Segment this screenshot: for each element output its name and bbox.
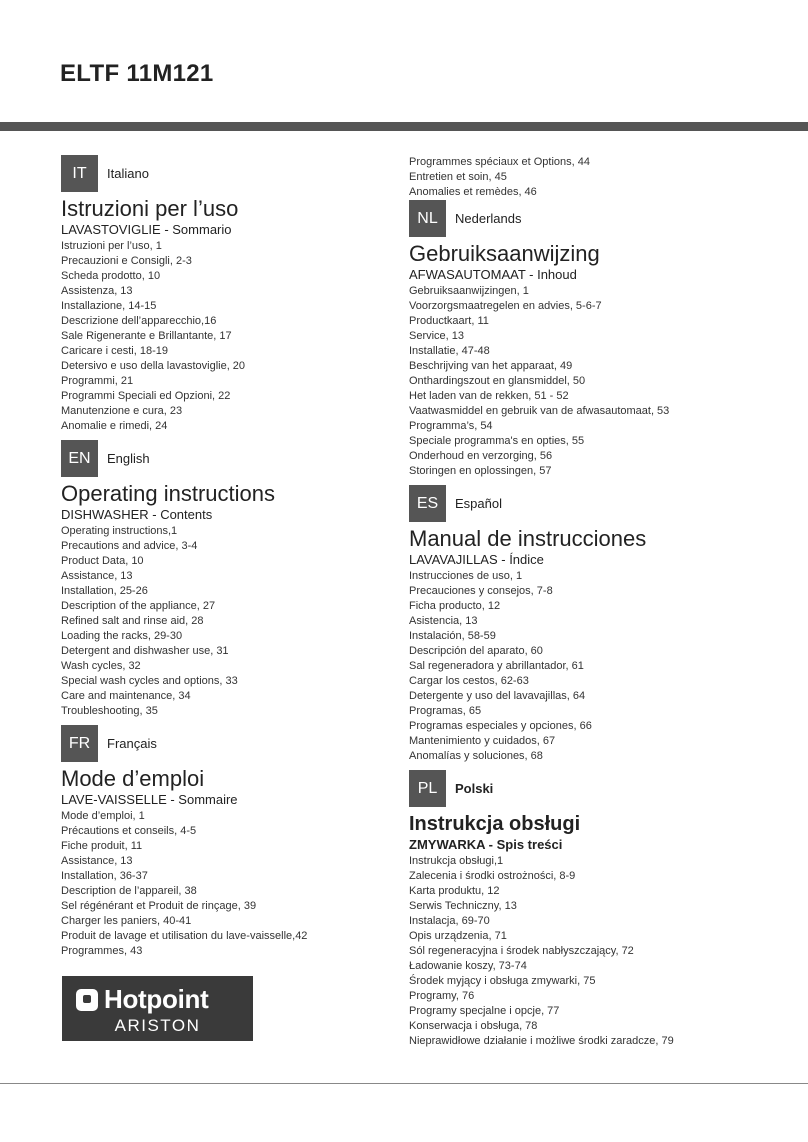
contents-item: Description of the appliance, 27 xyxy=(61,600,216,612)
contents-item: Assistance, 13 xyxy=(61,855,133,867)
contents-item: Serwis Techniczny, 13 xyxy=(409,900,517,912)
section-nl xyxy=(409,200,769,479)
section-es xyxy=(409,485,769,764)
language-header xyxy=(409,200,769,237)
language-name: Polski xyxy=(455,781,494,796)
contents-list xyxy=(61,809,391,959)
language-header xyxy=(409,770,769,807)
contents-item: Programmi, 21 xyxy=(61,375,134,387)
contents-item: Anomalies et remèdes, 46 xyxy=(409,186,537,198)
contents-item: Sale Rigenerante e Brillantante, 17 xyxy=(61,330,232,342)
contents-item: Karta produktu, 12 xyxy=(409,885,500,897)
contents-item: Installazione, 14-15 xyxy=(61,300,157,312)
contents-item: Programy, 76 xyxy=(409,990,475,1002)
contents-item: Scheda prodotto, 10 xyxy=(61,270,161,282)
section-subtitle: AFWASAUTOMAAT - Inhoud xyxy=(409,267,577,282)
contents-item: Programmes, 43 xyxy=(61,945,143,957)
contents-item: Instrucciones de uso, 1 xyxy=(409,570,523,582)
section-fr xyxy=(61,725,391,959)
contents-item: Vaatwasmiddel en gebruik van de afwasautomaat, 53 xyxy=(409,405,670,417)
contents-item: Refined salt and rinse aid, 28 xyxy=(61,615,204,627)
contents-item: Fiche produit, 11 xyxy=(61,840,143,852)
section-fr-continued xyxy=(409,155,769,200)
contents-item: Asistencia, 13 xyxy=(409,615,478,627)
section-title: Instrukcja obsługi xyxy=(409,813,581,835)
contents-item: Onthardingszout en glansmiddel, 50 xyxy=(409,375,586,387)
contents-list xyxy=(61,239,391,434)
contents-item: Installatie, 47-48 xyxy=(409,345,490,357)
contents-list xyxy=(409,569,769,764)
section-subtitle: LAVASTOVIGLIE - Sommario xyxy=(61,222,232,237)
section-subtitle: DISHWASHER - Contents xyxy=(61,507,213,522)
contents-item: Beschrijving van het apparaat, 49 xyxy=(409,360,573,372)
footer-divider xyxy=(0,1083,808,1084)
contents-item: Mantenimiento y cuidados, 67 xyxy=(409,735,556,747)
brand-mark-icon xyxy=(76,989,98,1011)
language-name: English xyxy=(107,451,150,466)
contents-item: Operating instructions,1 xyxy=(61,525,178,537)
contents-item: Entretien et soin, 45 xyxy=(409,171,507,183)
language-header xyxy=(61,725,391,762)
contents-item: Descrizione dell’apparecchio,16 xyxy=(61,315,217,327)
contents-item: Assistance, 13 xyxy=(61,570,133,582)
contents-item: Service, 13 xyxy=(409,330,465,342)
contents-item: Precauciones y consejos, 7-8 xyxy=(409,585,553,597)
contents-item: Assistenza, 13 xyxy=(61,285,133,297)
contents-item: Troubleshooting, 35 xyxy=(61,705,158,717)
contents-item: Loading the racks, 29-30 xyxy=(61,630,183,642)
contents-item: Ładowanie koszy, 73-74 xyxy=(409,960,527,972)
brand-subname: ARISTON xyxy=(114,1016,201,1035)
section-title: Mode d’emploi xyxy=(61,766,205,791)
contents-item: Zalecenia i środki ostrożności, 8-9 xyxy=(409,870,576,882)
contents-item: Installation, 36-37 xyxy=(61,870,148,882)
section-title: Istruzioni per l’uso xyxy=(61,196,239,221)
left-column xyxy=(61,155,391,965)
header-divider xyxy=(0,122,808,131)
section-en xyxy=(61,440,391,719)
contents-item: Mode d’emploi, 1 xyxy=(61,810,145,822)
section-pl xyxy=(409,770,769,1049)
contents-item: Programma’s, 54 xyxy=(409,420,493,432)
contents-item: Produit de lavage et utilisation du lave-vaisselle,42 xyxy=(61,930,308,942)
contents-item: Precautions and advice, 3-4 xyxy=(61,540,198,552)
contents-item: Środek myjący i obsługa zmywarki, 75 xyxy=(409,975,596,987)
language-name: Español xyxy=(455,496,502,511)
contents-item: Nieprawidłowe działanie i możliwe środki zaradcze, 79 xyxy=(409,1035,674,1047)
contents-item: Gebruiksaanwijzingen, 1 xyxy=(409,285,529,297)
contents-item: Onderhoud en verzorging, 56 xyxy=(409,450,553,462)
contents-item: Description de l’appareil, 38 xyxy=(61,885,197,897)
contents-item: Precauzioni e Consigli, 2-3 xyxy=(61,255,192,267)
model-title: ELTF 11M121 xyxy=(60,60,214,87)
language-code-badge: ES xyxy=(409,485,446,522)
language-code-badge: FR xyxy=(61,725,98,762)
contents-item: Programas, 65 xyxy=(409,705,482,717)
contents-item: Manutenzione e cura, 23 xyxy=(61,405,183,417)
contents-item: Anomalías y soluciones, 68 xyxy=(409,750,543,762)
contents-item: Het laden van de rekken, 51 - 52 xyxy=(409,390,569,402)
contents-item: Charger les paniers, 40-41 xyxy=(61,915,192,927)
contents-item: Product Data, 10 xyxy=(61,555,144,567)
section-title: Gebruiksaanwijzing xyxy=(409,241,600,266)
contents-item: Précautions et conseils, 4-5 xyxy=(61,825,197,837)
language-code-badge: EN xyxy=(61,440,98,477)
language-header xyxy=(61,155,391,192)
contents-item: Programy specjalne i opcje, 77 xyxy=(409,1005,560,1017)
contents-item: Detergent and dishwasher use, 31 xyxy=(61,645,229,657)
section-subtitle: LAVE-VAISSELLE - Sommaire xyxy=(61,792,238,807)
contents-item: Opis urządzenia, 71 xyxy=(409,930,507,942)
section-title: Operating instructions xyxy=(61,481,275,506)
language-name: Italiano xyxy=(107,166,149,181)
language-code-badge: PL xyxy=(409,770,446,807)
contents-item: Sól regeneracyjna i środek nabłyszczający, 72 xyxy=(409,945,634,957)
contents-item: Caricare i cesti, 18-19 xyxy=(61,345,168,357)
contents-item: Detergente y uso del lavavajillas, 64 xyxy=(409,690,586,702)
contents-item: Detersivo e uso della lavastoviglie, 20 xyxy=(61,360,246,372)
contents-item: Installation, 25-26 xyxy=(61,585,148,597)
contents-item: Instalacja, 69-70 xyxy=(409,915,490,927)
language-code-badge: IT xyxy=(61,155,98,192)
contents-item: Productkaart, 11 xyxy=(409,315,489,327)
contents-item: Speciale programma's en opties, 55 xyxy=(409,435,585,447)
brand-logo xyxy=(62,976,253,1041)
contents-item: Special wash cycles and options, 33 xyxy=(61,675,238,687)
contents-item: Ficha producto, 12 xyxy=(409,600,501,612)
contents-item: Anomalie e rimedi, 24 xyxy=(61,420,168,432)
language-code-badge: NL xyxy=(409,200,446,237)
language-header xyxy=(409,485,769,522)
contents-item: Voorzorgsmaatregelen en advies, 5-6-7 xyxy=(409,300,602,312)
contents-item: Wash cycles, 32 xyxy=(61,660,141,672)
contents-item: Sal regeneradora y abrillantador, 61 xyxy=(409,660,584,672)
contents-list xyxy=(61,524,391,719)
section-subtitle: ZMYWARKA - Spis treści xyxy=(409,837,563,852)
right-column xyxy=(409,155,769,1055)
contents-item: Instalación, 58-59 xyxy=(409,630,496,642)
section-title: Manual de instrucciones xyxy=(409,526,647,551)
contents-item: Konserwacja i obsługa, 78 xyxy=(409,1020,538,1032)
contents-item: Sel régénérant et Produit de rinçage, 39 xyxy=(61,900,257,912)
brand-name: Hotpoint xyxy=(104,984,209,1014)
contents-item: Programmes spéciaux et Options, 44 xyxy=(409,156,590,168)
language-name: Français xyxy=(107,736,157,751)
contents-item: Instrukcja obsługi,1 xyxy=(409,855,504,867)
section-subtitle: LAVAVAJILLAS - Índice xyxy=(409,552,544,567)
contents-item: Programas especiales y opciones, 66 xyxy=(409,720,592,732)
language-header xyxy=(61,440,391,477)
contents-item: Istruzioni per l’uso, 1 xyxy=(61,240,162,252)
contents-item: Programmi Speciali ed Opzioni, 22 xyxy=(61,390,231,402)
section-it xyxy=(61,155,391,434)
contents-item: Cargar los cestos, 62-63 xyxy=(409,675,529,687)
contents-list xyxy=(409,284,769,479)
contents-list xyxy=(409,854,769,1049)
contents-item: Descripción del aparato, 60 xyxy=(409,645,543,657)
contents-item: Storingen en oplossingen, 57 xyxy=(409,465,552,477)
language-name: Nederlands xyxy=(455,211,522,226)
contents-item: Care and maintenance, 34 xyxy=(61,690,191,702)
